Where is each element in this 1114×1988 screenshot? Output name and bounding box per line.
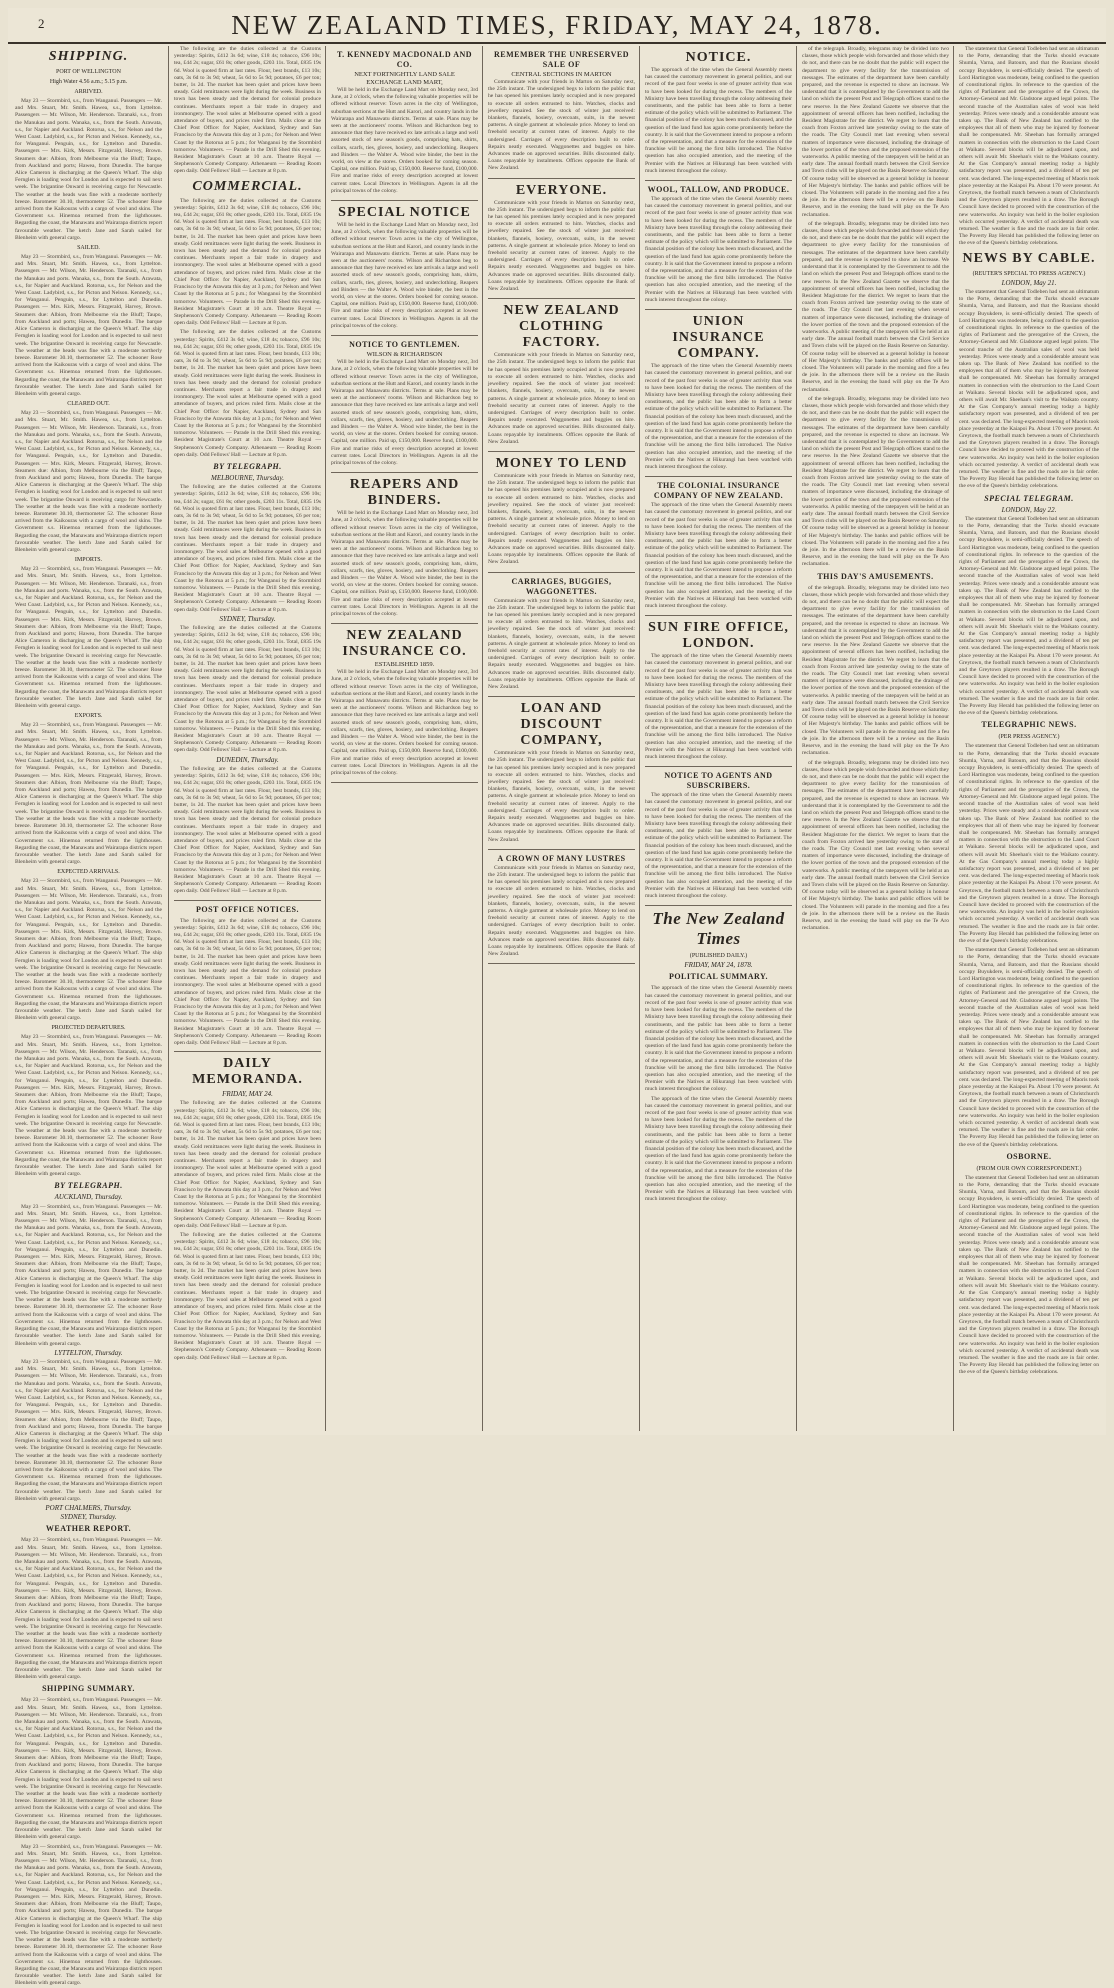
ad-text: The approach of the time when the General Assembly meets has caused the customary movement in general politics, and our record of the past four weeks is one of greater activity than was to have been looked for during the recess. The members of the Ministry have been travelling through the colony addressing their constituents, and the public has been able to form a better estimate of the policy which will be submitted to Parliament. The financial position of the colony has been much discussed, and the question of the land fund has again come prominently before the country. It is said that the Government intend to propose a reform of the representation, and that a measure for the extension of the franchise will be among the first bills introduced. The Native question has also occupied attention, and the meeting of the Premier with the Natives at Hikurangi has been watched with much interest throughout the colony. bbox=[645, 67, 792, 174]
advertisement bbox=[331, 336, 478, 473]
advertisement bbox=[488, 452, 635, 573]
dateline-port-chalmers: PORT CHALMERS, Thursday. bbox=[45, 1503, 132, 1512]
column-editorial bbox=[639, 46, 797, 1431]
osborne-heading: OSBORNE. bbox=[1006, 1151, 1052, 1161]
news-text: The statement that General Todleben had sent an ultimatum to the Porte, demanding that the Turks should evacuate Shumla, Varna, and Batoum, and that the Russians should occupy Buyukdere, is semi-officially denied. The speech of Lord Hartington was moderate, being confined to the question of constitutional rights. In reference to the question of the rights of Parliament and the prerogative of the Crown, the Attorney-General and Mr. Gladstone argued legal points. The second tranche of the Australian sales of wool was held yesterday. Prices were steady and a considerable amount was taken up. The Bank of New Zealand has notified to the employees that all of them who may be injured by footwear shall be compensated. Mr. Sheehan has formally arranged matters in connection with the obstruction to the Land Court at Waikato. Several blocks will be adjudicated upon, and others will await Mr. Sheehan's visit to the Waikato country. At the Gas Company's annual meeting today a highly satisfactory report was presented, and a dividend of ten per cent. was declared. The long-expected meeting of Maoris took place yesterday at the Kaiapoi Pa. About 170 were present. At Greytown, the football match between a team of Christchurch and the Greytown players resulted in a draw. The Borough Council have decided to proceed with the construction of the new waterworks. An inquiry was held in the boiler explosion which occurred yesterday. A verdict of accidental death was returned. The weather is fine and the roads are in fair order. The Poverty Bay Herald has published the following letter on the eve of the Queen's birthday celebrations. bbox=[959, 46, 1099, 247]
ad-text: Communicate with your friends in Marton on Saturday next, the 25th instant. The undersigned begs to inform the public that he has opened his premises lately occupied and is now prepared to execute all orders entrusted to him. Watches, clocks and jewellery repaired. See the stock of winter just received: blankets, flannels, hosiery, overcoats, suits, in the newest patterns. A single garment at wholesale price. Money to lend on freehold security at current rates of interest. Apply to the undersigned. Carriages of every description built to order. Repairs neatly executed. Waggonettes and buggies on hire. Advances made on approved securities. Bills discounted daily. Loans repayable by instalments. Offices opposite the Bank of New Zealand. bbox=[488, 597, 635, 690]
ad-heading: REMEMBER THE UNRESERVED SALE OF bbox=[493, 50, 630, 69]
shipping-text: May 23 — Stormbird, s.s., from Wanganui. Passengers — Mr. and Mrs. Stuart, Mr. Smith. Hawea, s.s., from Lyttelton. Passengers — Mr. Wilson, Mr. Henderson. Taranaki, s.s., from the Manukau and ports. Wanaka, s.s., from the South. Arawata, s.s., for Napier and Auckland. Rotorua, s.s., for Nelson and the West Coast. Ladybird, s.s., for Picton and Nelson. Kennedy, s.s., for Wanganui. Penguin, s.s., for Lyttelton and Dunedin. Passengers — Mrs. Kirk, Messrs. Fitzgerald, Harvey, Brown. Steamers due: Albion, from Melbourne via the Bluff; Taupo, from Auckland and ports; Hawea, from Dunedin. The barque Alice Cameron is discharging at the Queen's Wharf. The ship Fernglen is loading wool for London and is expected to sail next week. The brigantine Onward is receiving cargo for Newcastle. The weather at the heads was fine with a moderate northerly breeze. Barometer 30.10, thermometer 52. The schooner Rose arrived from the Kaikouras with a cargo of wool and skins. The Government s.s. Hinemoa returned from the lighthouses. Regarding the coast, the Manawatu and Wairarapa districts report favourable weather. The ketch Jane and Sarah sailed for Blenheim with general cargo. bbox=[15, 98, 162, 241]
ad-text: Communicate with your friends in Marton on Saturday next, the 25th instant. The undersigned begs to inform the public that he has opened his premises lately occupied and is now prepared to execute all orders entrusted to him. Watches, clocks and jewellery repaired. See the stock of winter just received: blankets, flannels, hosiery, overcoats, suits, in the newest patterns. A single garment at wholesale price. Money to lend on freehold security at current rates of interest. Apply to the undersigned. Carriages of every description built to order. Repairs neatly executed. Waggonettes and buggies on hire. Advances made on approved securities. Bills discounted daily. Loans repayable by instalments. Offices opposite the Bank of New Zealand. bbox=[488, 864, 635, 958]
ad-text: Communicate with your friends in Marton on Saturday next, the 25th instant. The undersigned begs to inform the public that he has opened his premises lately occupied and is now prepared to execute all orders entrusted to him. Watches, clocks and jewellery repaired. See the stock of winter just received: blankets, flannels, hosiery, overcoats, suits, in the newest patterns. A single garment at wholesale price. Money to lend on freehold security at current rates of interest. Apply to the undersigned. Carriages of every description built to order. Repairs neatly executed. Waggonettes and buggies on hire. Advances made on approved securities. Bills discounted daily. Loans repayable by instalments. Offices opposite the Bank of New Zealand. bbox=[488, 352, 635, 445]
ad-line: ESTABLISHED 1859. bbox=[374, 661, 435, 669]
shipping-text: May 23 — Stormbird, s.s., from Wanganui. Passengers — Mr. and Mrs. Stuart, Mr. Smith. Hawea, s.s., from Lyttelton. Passengers — Mr. Wilson, Mr. Henderson. Taranaki, s.s., from the Manukau and ports. Wanaka, s.s., from the South. Arawata, s.s., for Napier and Auckland. Rotorua, s.s., for Nelson and the West Coast. Ladybird, s.s., for Picton and Nelson. Kennedy, s.s., for Wanganui. Penguin, s.s., for Lyttelton and Dunedin. Passengers — Mrs. Kirk, Messrs. Fitzgerald, Harvey, Brown. Steamers due: Albion, from Melbourne via the Bluff; Taupo, from Auckland and ports; Hawea, from Dunedin. The barque Alice Cameron is discharging at the Queen's Wharf. The ship Fernglen is loading wool for London and is expected to sail next week. The brigantine Onward is receiving cargo for Newcastle. The weather at the heads was fine with a moderate northerly breeze. Barometer 30.10, thermometer 52. The schooner Rose arrived from the Kaikouras with a cargo of wool and skins. The Government s.s. Hinemoa returned from the lighthouses. Regarding the coast, the Manawatu and Wairarapa districts report favourable weather. The ketch Jane and Sarah sailed for Blenheim with general cargo. bbox=[15, 1843, 162, 1987]
commercial-text: The following are the duties collected at the Customs yesterday: Spirits, £412 3s 6d; wine, £18 4s; tobacco, £96 10s; tea, £44 2s; sugar, £61 8s; other goods, £203 11s. Total, £835 19s 6d. Wool is quoted firm at last rates. Flour, best brands, £13 10s; oats, 3s 6d to 3s 9d; wheat, 5s 6d to 5s 9d; potatoes, £6 per ton; butter, 1s 2d. The market has been quiet and prices have been steady. Gold remittances were light during the week. Business in town has been steady and the demand for colonial produce continues. Merchants report a fair trade in drapery and ironmongery. The wool sales at Melbourne opened with a good attendance of buyers, and prices ruled firm. Mails close at the Chief Post Office: for Napier, Auckland, Sydney and San Francisco by the Arawata this day at 3 p.m.; for Nelson and West Coast by the Rotorua at 5 p.m.; for Wanganui by the Stormbird tomorrow. Volunteers. — Parade in the Drill Shed this evening. Resident Magistrate's Court at 10 a.m. Theatre Royal — Stephenson's Comedy Company. Athenaeum — Reading Room open daily. Odd Fellows' Hall — Lecture at 8 p.m. bbox=[174, 1232, 321, 1361]
news-text: The statement that General Todleben had sent an ultimatum to the Porte, demanding that the Turks should evacuate Shumla, Varna, and Batoum, and that the Russians should occupy Buyukdere, is semi-officially denied. The speech of Lord Hartington was moderate, being confined to the question of constitutional rights. In reference to the question of the rights of Parliament and the prerogative of the Crown, the Attorney-General and Mr. Gladstone argued legal points. The second tranche of the Australian sales of wool was held yesterday. Prices were steady and a considerable amount was taken up. The Bank of New Zealand has notified to the employees that all of them who may be injured by footwear shall be compensated. Mr. Sheehan has formally arranged matters in connection with the obstruction to the Land Court at Waikato. Several blocks will be adjudicated upon, and others will await Mr. Sheehan's visit to the Waikato country. At the Gas Company's annual meeting today a highly satisfactory report was presented, and a dividend of ten per cent. was declared. The long-expected meeting of Maoris took place yesterday at the Kaiapoi Pa. About 170 were present. At Greytown, the football match between a team of Christchurch and the Greytown players resulted in a draw. The Borough Council have decided to proceed with the construction of the new waterworks. An inquiry was held in the boiler explosion which occurred yesterday. A verdict of accidental death was returned. The weather is fine and the roads are in fair order. The Poverty Bay Herald has published the following letter on the eve of the Queen's birthday celebrations. bbox=[959, 743, 1099, 944]
advertisement bbox=[488, 573, 635, 698]
news-text: The statement that General Todleben had sent an ultimatum to the Porte, demanding that the Turks should evacuate Shumla, Varna, and Batoum, and that the Russians should occupy Buyukdere, is semi-officially denied. The speech of Lord Hartington was moderate, being confined to the question of constitutional rights. In reference to the question of the rights of Parliament and the prerogative of the Crown, the Attorney-General and Mr. Gladstone argued legal points. The second tranche of the Australian sales of wool was held yesterday. Prices were steady and a considerable amount was taken up. The Bank of New Zealand has notified to the employees that all of them who may be injured by footwear shall be compensated. Mr. Sheehan has formally arranged matters in connection with the obstruction to the Land Court at Waikato. Several blocks will be adjudicated upon, and others will await Mr. Sheehan's visit to the Waikato country. At the Gas Company's annual meeting today a highly satisfactory report was presented, and a dividend of ten per cent. was declared. The long-expected meeting of Maoris took place yesterday at the Kaiapoi Pa. About 170 were present. At Greytown, the football match between a team of Christchurch and the Greytown players resulted in a draw. The Borough Council have decided to proceed with the construction of the new waterworks. An inquiry was held in the boiler explosion which occurred yesterday. A verdict of accidental death was returned. The weather is fine and the roads are in fair order. The Poverty Bay Herald has published the following letter on the eve of the Queen's birthday celebrations. bbox=[959, 1174, 1099, 1376]
advertisement bbox=[645, 616, 792, 767]
shipping-text: May 23 — Stormbird, s.s., from Wanganui. Passengers — Mr. and Mrs. Stuart, Mr. Smith. Hawea, s.s., from Lyttelton. Passengers — Mr. Wilson, Mr. Henderson. Taranaki, s.s., from the Manukau and ports. Wanaka, s.s., from the South. Arawata, s.s., for Napier and Auckland. Rotorua, s.s., for Nelson and the West Coast. Ladybird, s.s., for Picton and Nelson. Kennedy, s.s., for Wanganui. Penguin, s.s., for Lyttelton and Dunedin. Passengers — Mrs. Kirk, Messrs. Fitzgerald, Harvey, Brown. Steamers due: Albion, from Melbourne via the Bluff; Taupo, from Auckland and ports; Hawea, from Dunedin. The barque Alice Cameron is discharging at the Queen's Wharf. The ship Fernglen is loading wool for London and is expected to sail next week. The brigantine Onward is receiving cargo for Newcastle. The weather at the heads was fine with a moderate northerly breeze. Barometer 30.10, thermometer 52. The schooner Rose arrived from the Kaikouras with a cargo of wool and skins. The Government s.s. Hinemoa returned from the lighthouses. Regarding the coast, the Manawatu and Wairarapa districts report favourable weather. The ketch Jane and Sarah sailed for Blenheim with general cargo. bbox=[15, 878, 162, 1022]
column-shipping bbox=[10, 46, 167, 1987]
shipping-heading: SHIPPING. bbox=[48, 49, 129, 64]
sailed-heading: SAILED. bbox=[77, 245, 100, 252]
dateline-dunedin: DUNEDIN, Thursday. bbox=[216, 755, 279, 764]
shipping-text: May 23 — Stormbird, s.s., from Wanganui. Passengers — Mr. and Mrs. Stuart, Mr. Smith. Hawea, s.s., from Lyttelton. Passengers — Mr. Wilson, Mr. Henderson. Taranaki, s.s., from the Manukau and ports. Wanaka, s.s., from the South. Arawata, s.s., for Napier and Auckland. Rotorua, s.s., for Nelson and the West Coast. Ladybird, s.s., for Picton and Nelson. Kennedy, s.s., for Wanganui. Penguin, s.s., for Lyttelton and Dunedin. Passengers — Mrs. Kirk, Messrs. Fitzgerald, Harvey, Brown. Steamers due: Albion, from Melbourne via the Bluff; Taupo, from Auckland and ports; Hawea, from Dunedin. The barque Alice Cameron is discharging at the Queen's Wharf. The ship Fernglen is loading wool for London and is expected to sail next week. The brigantine Onward is receiving cargo for Newcastle. The weather at the heads was fine with a moderate northerly breeze. Barometer 30.10, thermometer 52. The schooner Rose arrived from the Kaikouras with a cargo of wool and skins. The Government s.s. Hinemoa returned from the lighthouses. Regarding the coast, the Manawatu and Wairarapa districts report favourable weather. The ketch Jane and Sarah sailed for Blenheim with general cargo. bbox=[15, 1697, 162, 1841]
press-association-line: (PER PRESS AGENCY.) bbox=[998, 734, 1060, 741]
ad-text: Communicate with your friends in Marton on Saturday next, the 25th instant. The undersigned begs to inform the public that he has opened his premises lately occupied and is now prepared to execute all orders entrusted to him. Watches, clocks and jewellery repaired. See the stock of winter just received: blankets, flannels, hosiery, overcoats, suits, in the newest patterns. A single garment at wholesale price. Money to lend on freehold security at current rates of interest. Apply to the undersigned. Carriages of every description built to order. Repairs neatly executed. Waggonettes and buggies on hire. Advances made on approved securities. Bills discounted daily. Loans repayable by instalments. Offices opposite the Bank of New Zealand. bbox=[488, 199, 635, 293]
expected-arrivals-heading: EXPECTED ARRIVALS. bbox=[57, 869, 120, 876]
cleared-out-heading: CLEARED OUT. bbox=[67, 401, 110, 408]
dateline-sydney: SYDNEY, Thursday. bbox=[60, 1513, 117, 1522]
weather-report-heading: WEATHER REPORT. bbox=[45, 1524, 132, 1534]
exports-heading: EXPORTS. bbox=[74, 713, 103, 720]
ad-heading: NOTICE TO GENTLEMEN. bbox=[349, 340, 460, 350]
paper-name: The New Zealand Times bbox=[652, 909, 785, 949]
commercial-text: The following are the duties collected at the Customs yesterday: Spirits, £412 3s 6d; wine, £18 4s; tobacco, £96 10s; tea, £44 2s; sugar, £61 8s; other goods, £203 11s. Total, £835 19s 6d. Wool is quoted firm at last rates. Flour, best brands, £13 10s; oats, 3s 6d to 3s 9d; wheat, 5s 6d to 5s 9d; potatoes, £6 per ton; butter, 1s 2d. The market has been quiet and prices have been steady. Gold remittances were light during the week. Business in town has been steady and the demand for colonial produce continues. Merchants report a fair trade in drapery and ironmongery. The wool sales at Melbourne opened with a good attendance of buyers, and prices ruled firm. Mails close at the Chief Post Office: for Napier, Auckland, Sydney and San Francisco by the Arawata this day at 3 p.m.; for Nelson and West Coast by the Rotorua at 5 p.m.; for Wanganui by the Stormbird tomorrow. Volunteers. — Parade in the Drill Shed this evening. Resident Magistrate's Court at 10 a.m. Theatre Royal — Stephenson's Comedy Company. Athenaeum — Reading Room open daily. Odd Fellows' Hall — Lecture at 8 p.m. bbox=[174, 329, 321, 458]
shipping-text: May 23 — Stormbird, s.s., from Wanganui. Passengers — Mr. and Mrs. Stuart, Mr. Smith. Hawea, s.s., from Lyttelton. Passengers — Mr. Wilson, Mr. Henderson. Taranaki, s.s., from the Manukau and ports. Wanaka, s.s., from the South. Arawata, s.s., for Napier and Auckland. Rotorua, s.s., for Nelson and the West Coast. Ladybird, s.s., for Picton and Nelson. Kennedy, s.s., for Wanganui. Penguin, s.s., for Lyttelton and Dunedin. Passengers — Mrs. Kirk, Messrs. Fitzgerald, Harvey, Brown. Steamers due: Albion, from Melbourne via the Bluff; Taupo, from Auckland and ports; Hawea, from Dunedin. The barque Alice Cameron is discharging at the Queen's Wharf. The ship Fernglen is loading wool for London and is expected to sail next week. The brigantine Onward is receiving cargo for Newcastle. The weather at the heads was fine with a moderate northerly breeze. Barometer 30.10, thermometer 52. The schooner Rose arrived from the Kaikouras with a cargo of wool and skins. The Government s.s. Hinemoa returned from the lighthouses. Regarding the coast, the Manawatu and Wairarapa districts report favourable weather. The ketch Jane and Sarah sailed for Blenheim with general cargo. bbox=[15, 410, 162, 553]
page-number: 2 bbox=[38, 16, 45, 31]
advertisement bbox=[645, 767, 792, 906]
ad-heading: A CROWN OF MANY LUSTRES bbox=[497, 853, 626, 863]
column-news bbox=[796, 46, 954, 1431]
ad-text: Communicate with your friends in Marton on Saturday next, the 25th instant. The undersigned begs to inform the public that he has opened his premises lately occupied and is now prepared to execute all orders entrusted to him. Watches, clocks and jewellery repaired. See the stock of winter just received: blankets, flannels, hosiery, overcoats, suits, in the newest patterns. A single garment at wholesale price. Money to lend on freehold security at current rates of interest. Apply to the undersigned. Carriages of every description built to order. Repairs neatly executed. Waggonettes and buggies on hire. Advances made on approved securities. Bills discounted daily. Loans repayable by instalments. Offices opposite the Bank of New Zealand. bbox=[488, 79, 635, 172]
ad-heading: SPECIAL NOTICE bbox=[338, 205, 471, 221]
columns bbox=[8, 46, 1106, 1987]
ad-text: Will be held in the Exchange Land Mart on Monday next, 3rd June, at 2 o'clock, when the following valuable properties will be offered without reserve: Town acres in the city of Wellington, suburban sections at the Hutt and Karori, and country lands in the Wairarapa and Manawatu districts. Terms at sale. Plans may be seen at the auctioneers' rooms. Wilson and Richardson beg to announce that they have received ex late arrivals a large and well assorted stock of new season's goods, comprising hats, shirts, collars, scarfs, ties, gloves, hosiery, and underclothing. Reapers and Binders — the Walter A. Wood wire binder, the best in the world, on view at the stores. Orders booked for coming season. Capital, one million. Paid up, £150,000. Reserve fund, £100,000. Fire and marine risks of every description accepted at lowest current rates. Local Directors in Wellington. Agents in all the principal towns of the colony. bbox=[331, 222, 478, 329]
dateline-melbourne: MELBOURNE, Thursday. bbox=[211, 473, 284, 482]
commercial-text: The following are the duties collected at the Customs yesterday: Spirits, £412 3s 6d; wine, £18 4s; tobacco, £96 10s; tea, £44 2s; sugar, £61 8s; other goods, £203 11s. Total, £835 19s 6d. Wool is quoted firm at last rates. Flour, best brands, £13 10s; oats, 3s 6d to 3s 9d; wheat, 5s 6d to 5s 9d; potatoes, £6 per ton; butter, 1s 2d. The market has been quiet and prices have been steady. Gold remittances were light during the week. Business in town has been steady and the demand for colonial produce continues. Merchants report a fair trade in drapery and ironmongery. The wool sales at Melbourne opened with a good attendance of buyers, and prices ruled firm. Mails close at the Chief Post Office: for Napier, Auckland, Sydney and San Francisco by the Arawata this day at 3 p.m.; for Nelson and West Coast by the Rotorua at 5 p.m.; for Wanganui by the Stormbird tomorrow. Volunteers. — Parade in the Drill Shed this evening. Resident Magistrate's Court at 10 a.m. Theatre Royal — Stephenson's Comedy Company. Athenaeum — Reading Room open daily. Odd Fellows' Hall — Lecture at 8 p.m. bbox=[174, 625, 321, 754]
divider bbox=[174, 900, 321, 901]
ad-text: Communicate with your friends in Marton on Saturday next, the 25th instant. The undersigned begs to inform the public that he has opened his premises lately occupied and is now prepared to execute all orders entrusted to him. Watches, clocks and jewellery repaired. See the stock of winter just received: blankets, flannels, hosiery, overcoats, suits, in the newest patterns. A single garment at wholesale price. Money to lend on freehold security at current rates of interest. Apply to the undersigned. Carriages of every description built to order. Repairs neatly executed. Waggonettes and buggies on hire. Advances made on approved securities. Bills discounted daily. Loans repayable by instalments. Offices opposite the Bank of New Zealand. bbox=[488, 750, 635, 843]
divider bbox=[174, 1051, 321, 1052]
editorial-text: The approach of the time when the General Assembly meets has caused the customary movement in general politics, and our record of the past four weeks is one of greater activity than was to have been looked for during the recess. The members of the Ministry have been travelling through the colony addressing their constituents, and the public has been able to form a better estimate of the policy which will be submitted to Parliament. The financial position of the colony has been much discussed, and the question of the land fund has again come prominently before the country. It is said that the Government intend to propose a reform of the representation, and that a measure for the extension of the franchise will be among the first bills introduced. The Native question has also occupied attention, and the meeting of the Premier with the Natives at Hikurangi has been watched with much interest throughout the colony. bbox=[645, 985, 792, 1093]
column-advertisements-2 bbox=[482, 46, 640, 1431]
ad-heading: CARRIAGES, BUGGIES, WAGGONETTES. bbox=[511, 576, 612, 596]
advertisement bbox=[645, 477, 792, 616]
by-telegraph-heading: BY TELEGRAPH. bbox=[54, 1181, 123, 1191]
ad-text: The approach of the time when the General Assembly meets has caused the customary movement in general politics, and our record of the past four weeks is one of greater activity than was to have been looked for during the recess. The members of the Ministry have been travelling through the colony addressing their constituents, and the public has been able to form a better estimate of the policy which will be submitted to Parliament. The financial position of the colony has been much discussed, and the question of the land fund has again come prominently before the country. It is said that the Government intend to propose a reform of the representation, and that a measure for the extension of the franchise will be among the first bills introduced. The Native question has also occupied attention, and the meeting of the Premier with the Natives at Hikurangi has been watched with much interest throughout the colony. bbox=[645, 653, 792, 761]
advertisement bbox=[488, 179, 635, 300]
port-heading: PORT OF WELLINGTON bbox=[56, 69, 121, 75]
ad-line: NEXT FORTNIGHTLY LAND SALE bbox=[354, 71, 455, 78]
advertisement bbox=[331, 624, 478, 783]
ad-heading: THE COLONIAL INSURANCE COMPANY OF NEW ZEALAND. bbox=[653, 481, 784, 501]
advertisement bbox=[488, 299, 635, 452]
dateline-london-2: LONDON, May 22. bbox=[1001, 505, 1057, 514]
advertisement bbox=[488, 46, 635, 179]
commercial-text: The following are the duties collected at the Customs yesterday: Spirits, £412 3s 6d; wine, £18 4s; tobacco, £96 10s; tea, £44 2s; sugar, £61 8s; other goods, £203 11s. Total, £835 19s 6d. Wool is quoted firm at last rates. Flour, best brands, £13 10s; oats, 3s 6d to 3s 9d; wheat, 5s 6d to 5s 9d; potatoes, £6 per ton; butter, 1s 2d. The market has been quiet and prices have been steady. Gold remittances were light during the week. Business in town has been steady and the demand for colonial produce continues. Merchants report a fair trade in drapery and ironmongery. The wool sales at Melbourne opened with a good attendance of buyers, and prices ruled firm. Mails close at the Chief Post Office: for Napier, Auckland, Sydney and San Francisco by the Arawata this day at 3 p.m.; for Nelson and West Coast by the Rotorua at 5 p.m.; for Wanganui by the Stormbird tomorrow. Volunteers. — Parade in the Drill Shed this evening. Resident Magistrate's Court at 10 a.m. Theatre Royal — Stephenson's Comedy Company. Athenaeum — Reading Room open daily. Odd Fellows' Hall — Lecture at 8 p.m. bbox=[174, 1100, 321, 1229]
advertisement bbox=[331, 46, 478, 201]
advertisement bbox=[331, 473, 478, 624]
shipping-summary-heading: SHIPPING SUMMARY. bbox=[42, 1684, 135, 1694]
advertisement bbox=[488, 850, 635, 965]
newspaper-page bbox=[8, 8, 1106, 1987]
ad-text: Will be held in the Exchange Land Mart on Monday next, 3rd June, at 2 o'clock, when the following valuable properties will be offered without reserve: Town acres in the city of Wellington, suburban sections at the Hutt and Karori, and country lands in the Wairarapa and Manawatu districts. Terms at sale. Plans may be seen at the auctioneers' rooms. Wilson and Richardson beg to announce that they have received ex late arrivals a large and well assorted stock of new season's goods, comprising hats, shirts, collars, scarfs, ties, gloves, hosiery, and underclothing. Reapers and Binders — the Walter A. Wood wire binder, the best in the world, on view at the stores. Orders booked for coming season. Capital, one million. Paid up, £150,000. Reserve fund, £100,000. Fire and marine risks of every description accepted at lowest current rates. Local Directors in Wellington. Agents in all the principal towns of the colony. bbox=[331, 87, 478, 194]
amusements-heading: THIS DAY'S AMUSEMENTS. bbox=[817, 571, 934, 581]
ad-heading: MONEY TO LEND bbox=[495, 455, 628, 471]
dateline-london: LONDON, May 21. bbox=[1001, 278, 1057, 287]
shipping-text: May 23 — Stormbird, s.s., from Wanganui. Passengers — Mr. and Mrs. Stuart, Mr. Smith. Hawea, s.s., from Lyttelton. Passengers — Mr. Wilson, Mr. Henderson. Taranaki, s.s., from the Manukau and ports. Wanaka, s.s., from the South. Arawata, s.s., for Napier and Auckland. Rotorua, s.s., for Nelson and the West Coast. Ladybird, s.s., for Picton and Nelson. Kennedy, s.s., for Wanganui. Penguin, s.s., for Lyttelton and Dunedin. Passengers — Mrs. Kirk, Messrs. Fitzgerald, Harvey, Brown. Steamers due: Albion, from Melbourne via the Bluff; Taupo, from Auckland and ports; Hawea, from Dunedin. The barque Alice Cameron is discharging at the Queen's Wharf. The ship Fernglen is loading wool for London and is expected to sail next week. The brigantine Onward is receiving cargo for Newcastle. The weather at the heads was fine with a moderate northerly breeze. Barometer 30.10, thermometer 52. The schooner Rose arrived from the Kaikouras with a cargo of wool and skins. The Government s.s. Hinemoa returned from the lighthouses. Regarding the coast, the Manawatu and Wairarapa districts report favourable weather. The ketch Jane and Sarah sailed for Blenheim with general cargo. bbox=[15, 1034, 162, 1178]
projected-departures-heading: PROJECTED DEPARTURES. bbox=[51, 1025, 126, 1032]
arrived-heading: ARRIVED. bbox=[74, 89, 103, 95]
special-telegram-heading: SPECIAL TELEGRAM. bbox=[984, 493, 1074, 503]
daily-memoranda-heading: DAILY MEMORANDA. bbox=[192, 1056, 303, 1088]
ad-heading: SUN FIRE OFFICE, LONDON. bbox=[648, 620, 789, 652]
ad-heading: NOTICE. bbox=[685, 50, 752, 65]
ad-text: Communicate with your friends in Marton on Saturday next, the 25th instant. The undersigned begs to inform the public that he has opened his premises lately occupied and is now prepared to execute all orders entrusted to him. Watches, clocks and jewellery repaired. See the stock of winter just received: blankets, flannels, hosiery, overcoats, suits, in the newest patterns. A single garment at wholesale price. Money to lend on freehold security at current rates of interest. Apply to the undersigned. Carriages of every description built to order. Repairs neatly executed. Waggonettes and buggies on hire. Advances made on approved securities. Bills discounted daily. Loans repayable by instalments. Offices opposite the Bank of New Zealand. bbox=[488, 472, 635, 566]
news-text: of the telegraph. Broadly, telegrams may be divided into two classes, those which people wish forwarded and those which they do not, and there can be no doubt that the public will expect the department to give every facility for the transmission of messages. The estimates of the department have been carefully prepared, and the revenue is expected to show an increase. We understand that it is contemplated by the Government to add the land on which the present Post and Telegraph offices stand to the new reserve. In the New Zealand Gazette we observe that the appointment of several officers has been notified, including the Resident Magistrate for the district. We regret to learn that the coach from Foxton arrived late yesterday owing to the state of the roads. The City Council met last evening when several matters of importance were discussed, including the drainage of the lower portion of the town and the proposed extension of the waterworks. A public meeting of the ratepayers will be held at an early date. The annual football match between the Civil Service and Town clubs will be played on the Basin Reserve on Saturday. Of course today will be observed as a general holiday in honour of Her Majesty's birthday. The banks and public offices will be closed. The Volunteers will parade in the morning and fire a feu de joie. In the afternoon there will be a review on the Basin Reserve, and in the evening the band will play on the Te Aro reclamation. bbox=[802, 220, 949, 393]
advertisement bbox=[645, 46, 792, 181]
ad-text: Will be held in the Exchange Land Mart on Monday next, 3rd June, at 2 o'clock, when the following valuable properties will be offered without reserve: Town acres in the city of Wellington, suburban sections at the Hutt and Karori, and country lands in the Wairarapa and Manawatu districts. Terms at sale. Plans may be seen at the auctioneers' rooms. Wilson and Richardson beg to announce that they have received ex late arrivals a large and well assorted stock of new season's goods, comprising hats, shirts, collars, scarfs, ties, gloves, hosiery, and underclothing. Reapers and Binders — the Walter A. Wood wire binder, the best in the world, on view at the stores. Orders booked for coming season. Capital, one million. Paid up, £150,000. Reserve fund, £100,000. Fire and marine risks of every description accepted at lowest current rates. Local Directors in Wellington. Agents in all the principal towns of the colony. bbox=[331, 359, 478, 466]
ad-heading: UNION INSURANCE COMPANY. bbox=[672, 314, 765, 362]
news-text: of the telegraph. Broadly, telegrams may be divided into two classes, those which people wish forwarded and those which they do not, and there can be no doubt that the public will expect the department to give every facility for the transmission of messages. The estimates of the department have been carefully prepared, and the revenue is expected to show an increase. We understand that it is contemplated by the Government to add the land on which the present Post and Telegraph offices stand to the new reserve. In the New Zealand Gazette we observe that the appointment of several officers has been notified, including the Resident Magistrate for the district. We regret to learn that the coach from Foxton arrived late yesterday owing to the state of the roads. The City Council met last evening when several matters of importance were discussed, including the drainage of the lower portion of the town and the proposed extension of the waterworks. A public meeting of the ratepayers will be held at an early date. The annual football match between the Civil Service and Town clubs will be played on the Basin Reserve on Saturday. Of course today will be observed as a general holiday in honour of Her Majesty's birthday. The banks and public offices will be closed. The Volunteers will parade in the morning and fire a feu de joie. In the afternoon there will be a review on the Basin Reserve, and in the evening the band will play on the Te Aro reclamation. bbox=[802, 584, 949, 757]
ad-text: Will be held in the Exchange Land Mart on Monday next, 3rd June, at 2 o'clock, when the following valuable properties will be offered without reserve: Town acres in the city of Wellington, suburban sections at the Hutt and Karori, and country lands in the Wairarapa and Manawatu districts. Terms at sale. Plans may be seen at the auctioneers' rooms. Wilson and Richardson beg to announce that they have received ex late arrivals a large and well assorted stock of new season's goods, comprising hats, shirts, collars, scarfs, ties, gloves, hosiery, and underclothing. Reapers and Binders — the Walter A. Wood wire binder, the best in the world, on view at the stores. Orders booked for coming season. Capital, one million. Paid up, £150,000. Reserve fund, £100,000. Fire and marine risks of every description accepted at lowest current rates. Local Directors in Wellington. Agents in all the principal towns of the colony. bbox=[331, 669, 478, 777]
ad-text: The approach of the time when the General Assembly meets has caused the customary movement in general politics, and our record of the past four weeks is one of greater activity than was to have been looked for during the recess. The members of the Ministry have been travelling through the colony addressing their constituents, and the public has been able to form a better estimate of the policy which will be submitted to Parliament. The financial position of the colony has been much discussed, and the question of the land fund has again come prominently before the country. It is said that the Government intend to propose a reform of the representation, and that a measure for the extension of the franchise will be among the first bills introduced. The Native question has also occupied attention, and the meeting of the Premier with the Natives at Hikurangi has been watched with much interest throughout the colony. bbox=[645, 196, 792, 303]
ad-line: WILSON & RICHARDSON bbox=[366, 351, 443, 359]
shipping-text: May 23 — Stormbird, s.s., from Wanganui. Passengers — Mr. and Mrs. Stuart, Mr. Smith. Hawea, s.s., from Lyttelton. Passengers — Mr. Wilson, Mr. Henderson. Taranaki, s.s., from the Manukau and ports. Wanaka, s.s., from the South. Arawata, s.s., for Napier and Auckland. Rotorua, s.s., for Nelson and the West Coast. Ladybird, s.s., for Picton and Nelson. Kennedy, s.s., for Wanganui. Penguin, s.s., for Lyttelton and Dunedin. Passengers — Mrs. Kirk, Messrs. Fitzgerald, Harvey, Brown. Steamers due: Albion, from Melbourne via the Bluff; Taupo, from Auckland and ports; Hawea, from Dunedin. The barque Alice Cameron is discharging at the Queen's Wharf. The ship Fernglen is loading wool for London and is expected to sail next week. The brigantine Onward is receiving cargo for Newcastle. The weather at the heads was fine with a moderate northerly breeze. Barometer 30.10, thermometer 52. The schooner Rose arrived from the Kaikouras with a cargo of wool and skins. The Government s.s. Hinemoa returned from the lighthouses. Regarding the coast, the Manawatu and Wairarapa districts report favourable weather. The ketch Jane and Sarah sailed for Blenheim with general cargo. bbox=[15, 566, 162, 710]
commercial-text: The following are the duties collected at the Customs yesterday: Spirits, £412 3s 6d; wine, £18 4s; tobacco, £96 10s; tea, £44 2s; sugar, £61 8s; other goods, £203 11s. Total, £835 19s 6d. Wool is quoted firm at last rates. Flour, best brands, £13 10s; oats, 3s 6d to 3s 9d; wheat, 5s 6d to 5s 9d; potatoes, £6 per ton; butter, 1s 2d. The market has been quiet and prices have been steady. Gold remittances were light during the week. Business in town has been steady and the demand for colonial produce continues. Merchants report a fair trade in drapery and ironmongery. The wool sales at Melbourne opened with a good attendance of buyers, and prices ruled firm. Mails close at the Chief Post Office: for Napier, Auckland, Sydney and San Francisco by the Arawata this day at 3 p.m.; for Nelson and West Coast by the Rotorua at 5 p.m.; for Wanganui by the Stormbird tomorrow. Volunteers. — Parade in the Drill Shed this evening. Resident Magistrate's Court at 10 a.m. Theatre Royal — Stephenson's Comedy Company. Athenaeum — Reading Room open daily. Odd Fellows' Hall — Lecture at 8 p.m. bbox=[174, 46, 321, 175]
news-text: of the telegraph. Broadly, telegrams may be divided into two classes, those which people wish forwarded and those which they do not, and there can be no doubt that the public will expect the department to give every facility for the transmission of messages. The estimates of the department have been carefully prepared, and the revenue is expected to show an increase. We understand that it is contemplated by the Government to add the land on which the present Post and Telegraph offices stand to the new reserve. In the New Zealand Gazette we observe that the appointment of several officers has been notified, including the Resident Magistrate for the district. We regret to learn that the coach from Foxton arrived late yesterday owing to the state of the roads. The City Council met last evening when several matters of importance were discussed, including the drainage of the lower portion of the town and the proposed extension of the waterworks. A public meeting of the ratepayers will be held at an early date. The annual football match between the Civil Service and Town clubs will be played on the Basin Reserve on Saturday. Of course today will be observed as a general holiday in honour of Her Majesty's birthday. The banks and public offices will be closed. The Volunteers will parade in the morning and fire a feu de joie. In the afternoon there will be a review on the Basin Reserve, and in the evening the band will play on the Te Aro reclamation. bbox=[802, 395, 949, 568]
ad-heading: NEW ZEALAND CLOTHING FACTORY. bbox=[503, 303, 620, 351]
advertisement bbox=[645, 310, 792, 477]
ad-heading: REAPERS AND BINDERS. bbox=[349, 477, 460, 509]
commercial-text: The following are the duties collected at the Customs yesterday: Spirits, £412 3s 6d; wine, £18 4s; tobacco, £96 10s; tea, £44 2s; sugar, £61 8s; other goods, £203 11s. Total, £835 19s 6d. Wool is quoted firm at last rates. Flour, best brands, £13 10s; oats, 3s 6d to 3s 9d; wheat, 5s 6d to 5s 9d; potatoes, £6 per ton; butter, 1s 2d. The market has been quiet and prices have been steady. Gold remittances were light during the week. Business in town has been steady and the demand for colonial produce continues. Merchants report a fair trade in drapery and ironmongery. The wool sales at Melbourne opened with a good attendance of buyers, and prices ruled firm. Mails close at the Chief Post Office: for Napier, Auckland, Sydney and San Francisco by the Arawata this day at 3 p.m.; for Nelson and West Coast by the Rotorua at 5 p.m.; for Wanganui by the Stormbird tomorrow. Volunteers. — Parade in the Drill Shed this evening. Resident Magistrate's Court at 10 a.m. Theatre Royal — Stephenson's Comedy Company. Athenaeum — Reading Room open daily. Odd Fellows' Hall — Lecture at 8 p.m. bbox=[174, 765, 321, 895]
column-advertisements-1 bbox=[325, 46, 483, 1431]
shipping-text: May 23 — Stormbird, s.s., from Wanganui. Passengers — Mr. and Mrs. Stuart, Mr. Smith. Hawea, s.s., from Lyttelton. Passengers — Mr. Wilson, Mr. Henderson. Taranaki, s.s., from the Manukau and ports. Wanaka, s.s., from the South. Arawata, s.s., for Napier and Auckland. Rotorua, s.s., for Nelson and the West Coast. Ladybird, s.s., for Picton and Nelson. Kennedy, s.s., for Wanganui. Penguin, s.s., for Lyttelton and Dunedin. Passengers — Mrs. Kirk, Messrs. Fitzgerald, Harvey, Brown. Steamers due: Albion, from Melbourne via the Bluff; Taupo, from Auckland and ports; Hawea, from Dunedin. The barque Alice Cameron is discharging at the Queen's Wharf. The ship Fernglen is loading wool for London and is expected to sail next week. The brigantine Onward is receiving cargo for Newcastle. The weather at the heads was fine with a moderate northerly breeze. Barometer 30.10, thermometer 52. The schooner Rose arrived from the Kaikouras with a cargo of wool and skins. The Government s.s. Hinemoa returned from the lighthouses. Regarding the coast, the Manawatu and Wairarapa districts report favourable weather. The ketch Jane and Sarah sailed for Blenheim with general cargo. bbox=[15, 254, 162, 397]
commercial-text: The following are the duties collected at the Customs yesterday: Spirits, £412 3s 6d; wine, £18 4s; tobacco, £96 10s; tea, £44 2s; sugar, £61 8s; other goods, £203 11s. Total, £835 19s 6d. Wool is quoted firm at last rates. Flour, best brands, £13 10s; oats, 3s 6d to 3s 9d; wheat, 5s 6d to 5s 9d; potatoes, £6 per ton; butter, 1s 2d. The market has been quiet and prices have been steady. Gold remittances were light during the week. Business in town has been steady and the demand for colonial produce continues. Merchants report a fair trade in drapery and ironmongery. The wool sales at Melbourne opened with a good attendance of buyers, and prices ruled firm. Mails close at the Chief Post Office: for Napier, Auckland, Sydney and San Francisco by the Arawata this day at 3 p.m.; for Nelson and West Coast by the Rotorua at 5 p.m.; for Wanganui by the Stormbird tomorrow. Volunteers. — Parade in the Drill Shed this evening. Resident Magistrate's Court at 10 a.m. Theatre Royal — Stephenson's Comedy Company. Athenaeum — Reading Room open daily. Odd Fellows' Hall — Lecture at 8 p.m. bbox=[174, 917, 321, 1046]
paper-date: FRIDAY, MAY 24, 1878. bbox=[684, 961, 753, 970]
advertisement bbox=[488, 697, 635, 850]
ad-heading: NEW ZEALAND INSURANCE CO. bbox=[342, 628, 467, 660]
column-commercial bbox=[168, 46, 326, 1431]
news-text: of the telegraph. Broadly, telegrams may be divided into two classes, those which people wish forwarded and those which they do not, and there can be no doubt that the public will expect the department to give every facility for the transmission of messages. The estimates of the department have been carefully prepared, and the revenue is expected to show an increase. We understand that it is contemplated by the Government to add the land on which the present Post and Telegraph offices stand to the new reserve. In the New Zealand Gazette we observe that the appointment of several officers has been notified, including the Resident Magistrate for the district. We regret to learn that the coach from Foxton arrived late yesterday owing to the state of the roads. The City Council met last evening when several matters of importance were discussed, including the drainage of the lower portion of the town and the proposed extension of the waterworks. A public meeting of the ratepayers will be held at an early date. The annual football match between the Civil Service and Town clubs will be played on the Basin Reserve on Saturday. Of course today will be observed as a general holiday in honour of Her Majesty's birthday. The banks and public offices will be closed. The Volunteers will parade in the morning and fire a feu de joie. In the afternoon there will be a review on the Basin Reserve, and in the evening the band will play on the Te Aro reclamation. bbox=[802, 46, 949, 218]
ad-heading: LOAN AND DISCOUNT COMPANY, bbox=[520, 701, 603, 749]
commercial-text: The following are the duties collected at the Customs yesterday: Spirits, £412 3s 6d; wine, £18 4s; tobacco, £96 10s; tea, £44 2s; sugar, £61 8s; other goods, £203 11s. Total, £835 19s 6d. Wool is quoted firm at last rates. Flour, best brands, £13 10s; oats, 3s 6d to 3s 9d; wheat, 5s 6d to 5s 9d; potatoes, £6 per ton; butter, 1s 2d. The market has been quiet and prices have been steady. Gold remittances were light during the week. Business in town has been steady and the demand for colonial produce continues. Merchants report a fair trade in drapery and ironmongery. The wool sales at Melbourne opened with a good attendance of buyers, and prices ruled firm. Mails close at the Chief Post Office: for Napier, Auckland, Sydney and San Francisco by the Arawata this day at 3 p.m.; for Nelson and West Coast by the Rotorua at 5 p.m.; for Wanganui by the Stormbird tomorrow. Volunteers. — Parade in the Drill Shed this evening. Resident Magistrate's Court at 10 a.m. Theatre Royal — Stephenson's Comedy Company. Athenaeum — Reading Room open daily. Odd Fellows' Hall — Lecture at 8 p.m. bbox=[174, 197, 321, 327]
news-text: of the telegraph. Broadly, telegrams may be divided into two classes, those which people wish forwarded and those which they do not, and there can be no doubt that the public will expect the department to give every facility for the transmission of messages. The estimates of the department have been carefully prepared, and the revenue is expected to show an increase. We understand that it is contemplated by the Government to add the land on which the present Post and Telegraph offices stand to the new reserve. In the New Zealand Gazette we observe that the appointment of several officers has been notified, including the Resident Magistrate for the district. We regret to learn that the coach from Foxton arrived late yesterday owing to the state of the roads. The City Council met last evening when several matters of importance were discussed, including the drainage of the lower portion of the town and the proposed extension of the waterworks. A public meeting of the ratepayers will be held at an early date. The annual football match between the Civil Service and Town clubs will be played on the Basin Reserve on Saturday. Of course today will be observed as a general holiday in honour of Her Majesty's birthday. The banks and public offices will be closed. The Volunteers will parade in the morning and fire a feu de joie. In the afternoon there will be a review on the Basin Reserve, and in the evening the band will play on the Te Aro reclamation. bbox=[802, 759, 949, 932]
ad-text: Will be held in the Exchange Land Mart on Monday next, 3rd June, at 2 o'clock, when the following valuable properties will be offered without reserve: Town acres in the city of Wellington, suburban sections at the Hutt and Karori, and country lands in the Wairarapa and Manawatu districts. Terms at sale. Plans may be seen at the auctioneers' rooms. Wilson and Richardson beg to announce that they have received ex late arrivals a large and well assorted stock of new season's goods, comprising hats, shirts, collars, scarfs, ties, gloves, hosiery, and underclothing. Reapers and Binders — the Walter A. Wood wire binder, the best in the world, on view at the stores. Orders booked for coming season. Capital, one million. Paid up, £150,000. Reserve fund, £100,000. Fire and marine risks of every description accepted at lowest current rates. Local Directors in Wellington. Agents in all the principal towns of the colony. bbox=[331, 510, 478, 617]
ad-line: EXCHANGE LAND MART, bbox=[366, 79, 443, 86]
news-text: The statement that General Todleben had sent an ultimatum to the Porte, demanding that the Turks should evacuate Shumla, Varna, and Batoum, and that the Russians should occupy Buyukdere, is semi-officially denied. The speech of Lord Hartington was moderate, being confined to the question of constitutional rights. In reference to the question of the rights of Parliament and the prerogative of the Crown, the Attorney-General and Mr. Gladstone argued legal points. The second tranche of the Australian sales of wool was held yesterday. Prices were steady and a considerable amount was taken up. The Bank of New Zealand has notified to the employees that all of them who may be injured by footwear shall be compensated. Mr. Sheehan has formally arranged matters in connection with the obstruction to the Land Court at Waikato. Several blocks will be adjudicated upon, and others will await Mr. Sheehan's visit to the Waikato country. At the Gas Company's annual meeting today a highly satisfactory report was presented, and a dividend of ten per cent. was declared. The long-expected meeting of Maoris took place yesterday at the Kaiapoi Pa. About 170 were present. At Greytown, the football match between a team of Christchurch and the Greytown players resulted in a draw. The Borough Council have decided to proceed with the construction of the new waterworks. An inquiry was held in the boiler explosion which occurred yesterday. A verdict of accidental death was returned. The weather is fine and the roads are in fair order. The Poverty Bay Herald has published the following letter on the eve of the Queen's birthday celebrations. bbox=[959, 288, 1099, 490]
political-summary-heading: POLITICAL SUMMARY. bbox=[668, 972, 769, 982]
cable-subheading: (REUTER'S SPECIAL TO PRESS AGENCY.) bbox=[972, 270, 1086, 277]
column-cable-news bbox=[953, 46, 1104, 1431]
news-text: The statement that General Todleben had sent an ultimatum to the Porte, demanding that the Turks should evacuate Shumla, Varna, and Batoum, and that the Russians should occupy Buyukdere, is semi-officially denied. The speech of Lord Hartington was moderate, being confined to the question of constitutional rights. In reference to the question of the rights of Parliament and the prerogative of the Crown, the Attorney-General and Mr. Gladstone argued legal points. The second tranche of the Australian sales of wool was held yesterday. Prices were steady and a considerable amount was taken up. The Bank of New Zealand has notified to the employees that all of them who may be injured by footwear shall be compensated. Mr. Sheehan has formally arranged matters in connection with the obstruction to the Land Court at Waikato. Several blocks will be adjudicated upon, and others will await Mr. Sheehan's visit to the Waikato country. At the Gas Company's annual meeting today a highly satisfactory report was presented, and a dividend of ten per cent. was declared. The long-expected meeting of Maoris took place yesterday at the Kaiapoi Pa. About 170 were present. At Greytown, the football match between a team of Christchurch and the Greytown players resulted in a draw. The Borough Council have decided to proceed with the construction of the new waterworks. An inquiry was held in the boiler explosion which occurred yesterday. A verdict of accidental death was returned. The weather is fine and the roads are in fair order. The Poverty Bay Herald has published the following letter on the eve of the Queen's birthday celebrations. bbox=[959, 947, 1099, 1148]
ad-text: The approach of the time when the General Assembly meets has caused the customary movement in general politics, and our record of the past four weeks is one of greater activity than was to have been looked for during the recess. The members of the Ministry have been travelling through the colony addressing their constituents, and the public has been able to form a better estimate of the policy which will be submitted to Parliament. The financial position of the colony has been much discussed, and the question of the land fund has again come prominently before the country. It is said that the Government intend to propose a reform of the representation, and that a measure for the extension of the franchise will be among the first bills introduced. The Native question has also occupied attention, and the meeting of the Premier with the Natives at Hikurangi has been watched with much interest throughout the colony. bbox=[645, 792, 792, 900]
shipping-text: May 23 — Stormbird, s.s., from Wanganui. Passengers — Mr. and Mrs. Stuart, Mr. Smith. Hawea, s.s., from Lyttelton. Passengers — Mr. Wilson, Mr. Henderson. Taranaki, s.s., from the Manukau and ports. Wanaka, s.s., from the South. Arawata, s.s., for Napier and Auckland. Rotorua, s.s., for Nelson and the West Coast. Ladybird, s.s., for Picton and Nelson. Kennedy, s.s., for Wanganui. Penguin, s.s., for Lyttelton and Dunedin. Passengers — Mrs. Kirk, Messrs. Fitzgerald, Harvey, Brown. Steamers due: Albion, from Melbourne via the Bluff; Taupo, from Auckland and ports; Hawea, from Dunedin. The barque Alice Cameron is discharging at the Queen's Wharf. The ship Fernglen is loading wool for London and is expected to sail next week. The brigantine Onward is receiving cargo for Newcastle. The weather at the heads was fine with a moderate northerly breeze. Barometer 30.10, thermometer 52. The schooner Rose arrived from the Kaikouras with a cargo of wool and skins. The Government s.s. Hinemoa returned from the lighthouses. Regarding the coast, the Manawatu and Wairarapa districts report favourable weather. The ketch Jane and Sarah sailed for Blenheim with general cargo. bbox=[15, 1358, 162, 1502]
cable-heading: NEWS BY CABLE. bbox=[962, 250, 1096, 266]
shipping-text: May 23 — Stormbird, s.s., from Wanganui. Passengers — Mr. and Mrs. Stuart, Mr. Smith. Hawea, s.s., from Lyttelton. Passengers — Mr. Wilson, Mr. Henderson. Taranaki, s.s., from the Manukau and ports. Wanaka, s.s., from the South. Arawata, s.s., for Napier and Auckland. Rotorua, s.s., for Nelson and the West Coast. Ladybird, s.s., for Picton and Nelson. Kennedy, s.s., for Wanganui. Penguin, s.s., for Lyttelton and Dunedin. Passengers — Mrs. Kirk, Messrs. Fitzgerald, Harvey, Brown. Steamers due: Albion, from Melbourne via the Bluff; Taupo, from Auckland and ports; Hawea, from Dunedin. The barque Alice Cameron is discharging at the Queen's Wharf. The ship Fernglen is loading wool for London and is expected to sail next week. The brigantine Onward is receiving cargo for Newcastle. The weather at the heads was fine with a moderate northerly breeze. Barometer 30.10, thermometer 52. The schooner Rose arrived from the Kaikouras with a cargo of wool and skins. The Government s.s. Hinemoa returned from the lighthouses. Regarding the coast, the Manawatu and Wairarapa districts report favourable weather. The ketch Jane and Sarah sailed for Blenheim with general cargo. bbox=[15, 1203, 162, 1347]
newspaper-title: NEW ZEALAND TIMES, FRIDAY, MAY 24, 1878. bbox=[231, 10, 883, 40]
memoranda-date: FRIDAY, MAY 24. bbox=[222, 1090, 273, 1099]
dateline-auckland: AUCKLAND, Thursday. bbox=[54, 1193, 123, 1202]
ad-heading: T. KENNEDY MACDONALD AND CO. bbox=[336, 50, 473, 69]
ad-line: CENTRAL SECTIONS IN MARTON bbox=[511, 71, 612, 78]
advertisement bbox=[645, 181, 792, 310]
advertisement bbox=[331, 201, 478, 336]
post-office-heading: POST OFFICE NOTICES. bbox=[196, 904, 299, 914]
masthead bbox=[8, 8, 1106, 44]
telegraphic-news-heading: TELEGRAPHIC NEWS. bbox=[981, 720, 1077, 730]
high-water: High Water 4.56 a.m.; 5.15 p.m. bbox=[49, 79, 128, 85]
ad-heading: EVERYONE. bbox=[515, 182, 608, 198]
ad-heading: NOTICE TO AGENTS AND SUBSCRIBERS. bbox=[664, 771, 773, 791]
ad-heading: WOOL, TALLOW, AND PRODUCE. bbox=[647, 185, 790, 195]
own-correspondent-line: (FROM OUR OWN CORRESPONDENT.) bbox=[976, 1165, 1082, 1172]
ad-text: The approach of the time when the General Assembly meets has caused the customary movement in general politics, and our record of the past four weeks is one of greater activity than was to have been looked for during the recess. The members of the Ministry have been travelling through the colony addressing their constituents, and the public has been able to form a better estimate of the policy which will be submitted to Parliament. The financial position of the colony has been much discussed, and the question of the land fund has again come prominently before the country. It is said that the Government intend to propose a reform of the representation, and that a measure for the extension of the franchise will be among the first bills introduced. The Native question has also occupied attention, and the meeting of the Premier with the Natives at Hikurangi has been watched with much interest throughout the colony. bbox=[645, 363, 792, 470]
published-line: (PUBLISHED DAILY.) bbox=[689, 953, 748, 960]
commercial-telegraph-heading: BY TELEGRAPH. bbox=[213, 461, 282, 471]
dateline-lyttelton: LYTTELTON, Thursday. bbox=[54, 1348, 123, 1357]
imports-heading: IMPORTS. bbox=[74, 557, 103, 564]
commercial-heading: COMMERCIAL. bbox=[192, 178, 303, 194]
editorial-text: The approach of the time when the General Assembly meets has caused the customary movement in general politics, and our record of the past four weeks is one of greater activity than was to have been looked for during the recess. The members of the Ministry have been travelling through the colony addressing their constituents, and the public has been able to form a better estimate of the policy which will be submitted to Parliament. The financial position of the colony has been much discussed, and the question of the land fund has again come prominently before the country. It is said that the Government intend to propose a reform of the representation, and that a measure for the extension of the franchise will be among the first bills introduced. The Native question has also occupied attention, and the meeting of the Premier with the Natives at Hikurangi has been watched with much interest throughout the colony. bbox=[645, 1095, 792, 1203]
dateline-sydney: SYDNEY, Thursday. bbox=[219, 614, 276, 623]
commercial-text: The following are the duties collected at the Customs yesterday: Spirits, £412 3s 6d; wine, £18 4s; tobacco, £96 10s; tea, £44 2s; sugar, £61 8s; other goods, £203 11s. Total, £835 19s 6d. Wool is quoted firm at last rates. Flour, best brands, £13 10s; oats, 3s 6d to 3s 9d; wheat, 5s 6d to 5s 9d; potatoes, £6 per ton; butter, 1s 2d. The market has been quiet and prices have been steady. Gold remittances were light during the week. Business in town has been steady and the demand for colonial produce continues. Merchants report a fair trade in drapery and ironmongery. The wool sales at Melbourne opened with a good attendance of buyers, and prices ruled firm. Mails close at the Chief Post Office: for Napier, Auckland, Sydney and San Francisco by the Arawata this day at 3 p.m.; for Nelson and West Coast by the Rotorua at 5 p.m.; for Wanganui by the Stormbird tomorrow. Volunteers. — Parade in the Drill Shed this evening. Resident Magistrate's Court at 10 a.m. Theatre Royal — Stephenson's Comedy Company. Athenaeum — Reading Room open daily. Odd Fellows' Hall — Lecture at 8 p.m. bbox=[174, 484, 321, 613]
news-text: The statement that General Todleben had sent an ultimatum to the Porte, demanding that the Turks should evacuate Shumla, Varna, and Batoum, and that the Russians should occupy Buyukdere, is semi-officially denied. The speech of Lord Hartington was moderate, being confined to the question of constitutional rights. In reference to the question of the rights of Parliament and the prerogative of the Crown, the Attorney-General and Mr. Gladstone argued legal points. The second tranche of the Australian sales of wool was held yesterday. Prices were steady and a considerable amount was taken up. The Bank of New Zealand has notified to the employees that all of them who may be injured by footwear shall be compensated. Mr. Sheehan has formally arranged matters in connection with the obstruction to the Land Court at Waikato. Several blocks will be adjudicated upon, and others will await Mr. Sheehan's visit to the Waikato country. At the Gas Company's annual meeting today a highly satisfactory report was presented, and a dividend of ten per cent. was declared. The long-expected meeting of Maoris took place yesterday at the Kaiapoi Pa. About 170 were present. At Greytown, the football match between a team of Christchurch and the Greytown players resulted in a draw. The Borough Council have decided to proceed with the construction of the new waterworks. An inquiry was held in the boiler explosion which occurred yesterday. A verdict of accidental death was returned. The weather is fine and the roads are in fair order. The Poverty Bay Herald has published the following letter on the eve of the Queen's birthday celebrations. bbox=[959, 515, 1099, 717]
shipping-text: May 23 — Stormbird, s.s., from Wanganui. Passengers — Mr. and Mrs. Stuart, Mr. Smith. Hawea, s.s., from Lyttelton. Passengers — Mr. Wilson, Mr. Henderson. Taranaki, s.s., from the Manukau and ports. Wanaka, s.s., from the South. Arawata, s.s., for Napier and Auckland. Rotorua, s.s., for Nelson and the West Coast. Ladybird, s.s., for Picton and Nelson. Kennedy, s.s., for Wanganui. Penguin, s.s., for Lyttelton and Dunedin. Passengers — Mrs. Kirk, Messrs. Fitzgerald, Harvey, Brown. Steamers due: Albion, from Melbourne via the Bluff; Taupo, from Auckland and ports; Hawea, from Dunedin. The barque Alice Cameron is discharging at the Queen's Wharf. The ship Fernglen is loading wool for London and is expected to sail next week. The brigantine Onward is receiving cargo for Newcastle. The weather at the heads was fine with a moderate northerly breeze. Barometer 30.10, thermometer 52. The schooner Rose arrived from the Kaikouras with a cargo of wool and skins. The Government s.s. Hinemoa returned from the lighthouses. Regarding the coast, the Manawatu and Wairarapa districts report favourable weather. The ketch Jane and Sarah sailed for Blenheim with general cargo. bbox=[15, 1537, 162, 1681]
shipping-text: May 23 — Stormbird, s.s., from Wanganui. Passengers — Mr. and Mrs. Stuart, Mr. Smith. Hawea, s.s., from Lyttelton. Passengers — Mr. Wilson, Mr. Henderson. Taranaki, s.s., from the Manukau and ports. Wanaka, s.s., from the South. Arawata, s.s., for Napier and Auckland. Rotorua, s.s., for Nelson and the West Coast. Ladybird, s.s., for Picton and Nelson. Kennedy, s.s., for Wanganui. Penguin, s.s., for Lyttelton and Dunedin. Passengers — Mrs. Kirk, Messrs. Fitzgerald, Harvey, Brown. Steamers due: Albion, from Melbourne via the Bluff; Taupo, from Auckland and ports; Hawea, from Dunedin. The barque Alice Cameron is discharging at the Queen's Wharf. The ship Fernglen is loading wool for London and is expected to sail next week. The brigantine Onward is receiving cargo for Newcastle. The weather at the heads was fine with a moderate northerly breeze. Barometer 30.10, thermometer 52. The schooner Rose arrived from the Kaikouras with a cargo of wool and skins. The Government s.s. Hinemoa returned from the lighthouses. Regarding the coast, the Manawatu and Wairarapa districts report favourable weather. The ketch Jane and Sarah sailed for Blenheim with general cargo. bbox=[15, 722, 162, 866]
ad-text: The approach of the time when the General Assembly meets has caused the customary movement in general politics, and our record of the past four weeks is one of greater activity than was to have been looked for during the recess. The members of the Ministry have been travelling through the colony addressing their constituents, and the public has been able to form a better estimate of the policy which will be submitted to Parliament. The financial position of the colony has been much discussed, and the question of the land fund has again come prominently before the country. It is said that the Government intend to propose a reform of the representation, and that a measure for the extension of the franchise will be among the first bills introduced. The Native question has also occupied attention, and the meeting of the Premier with the Natives at Hikurangi has been watched with much interest throughout the colony. bbox=[645, 502, 792, 609]
